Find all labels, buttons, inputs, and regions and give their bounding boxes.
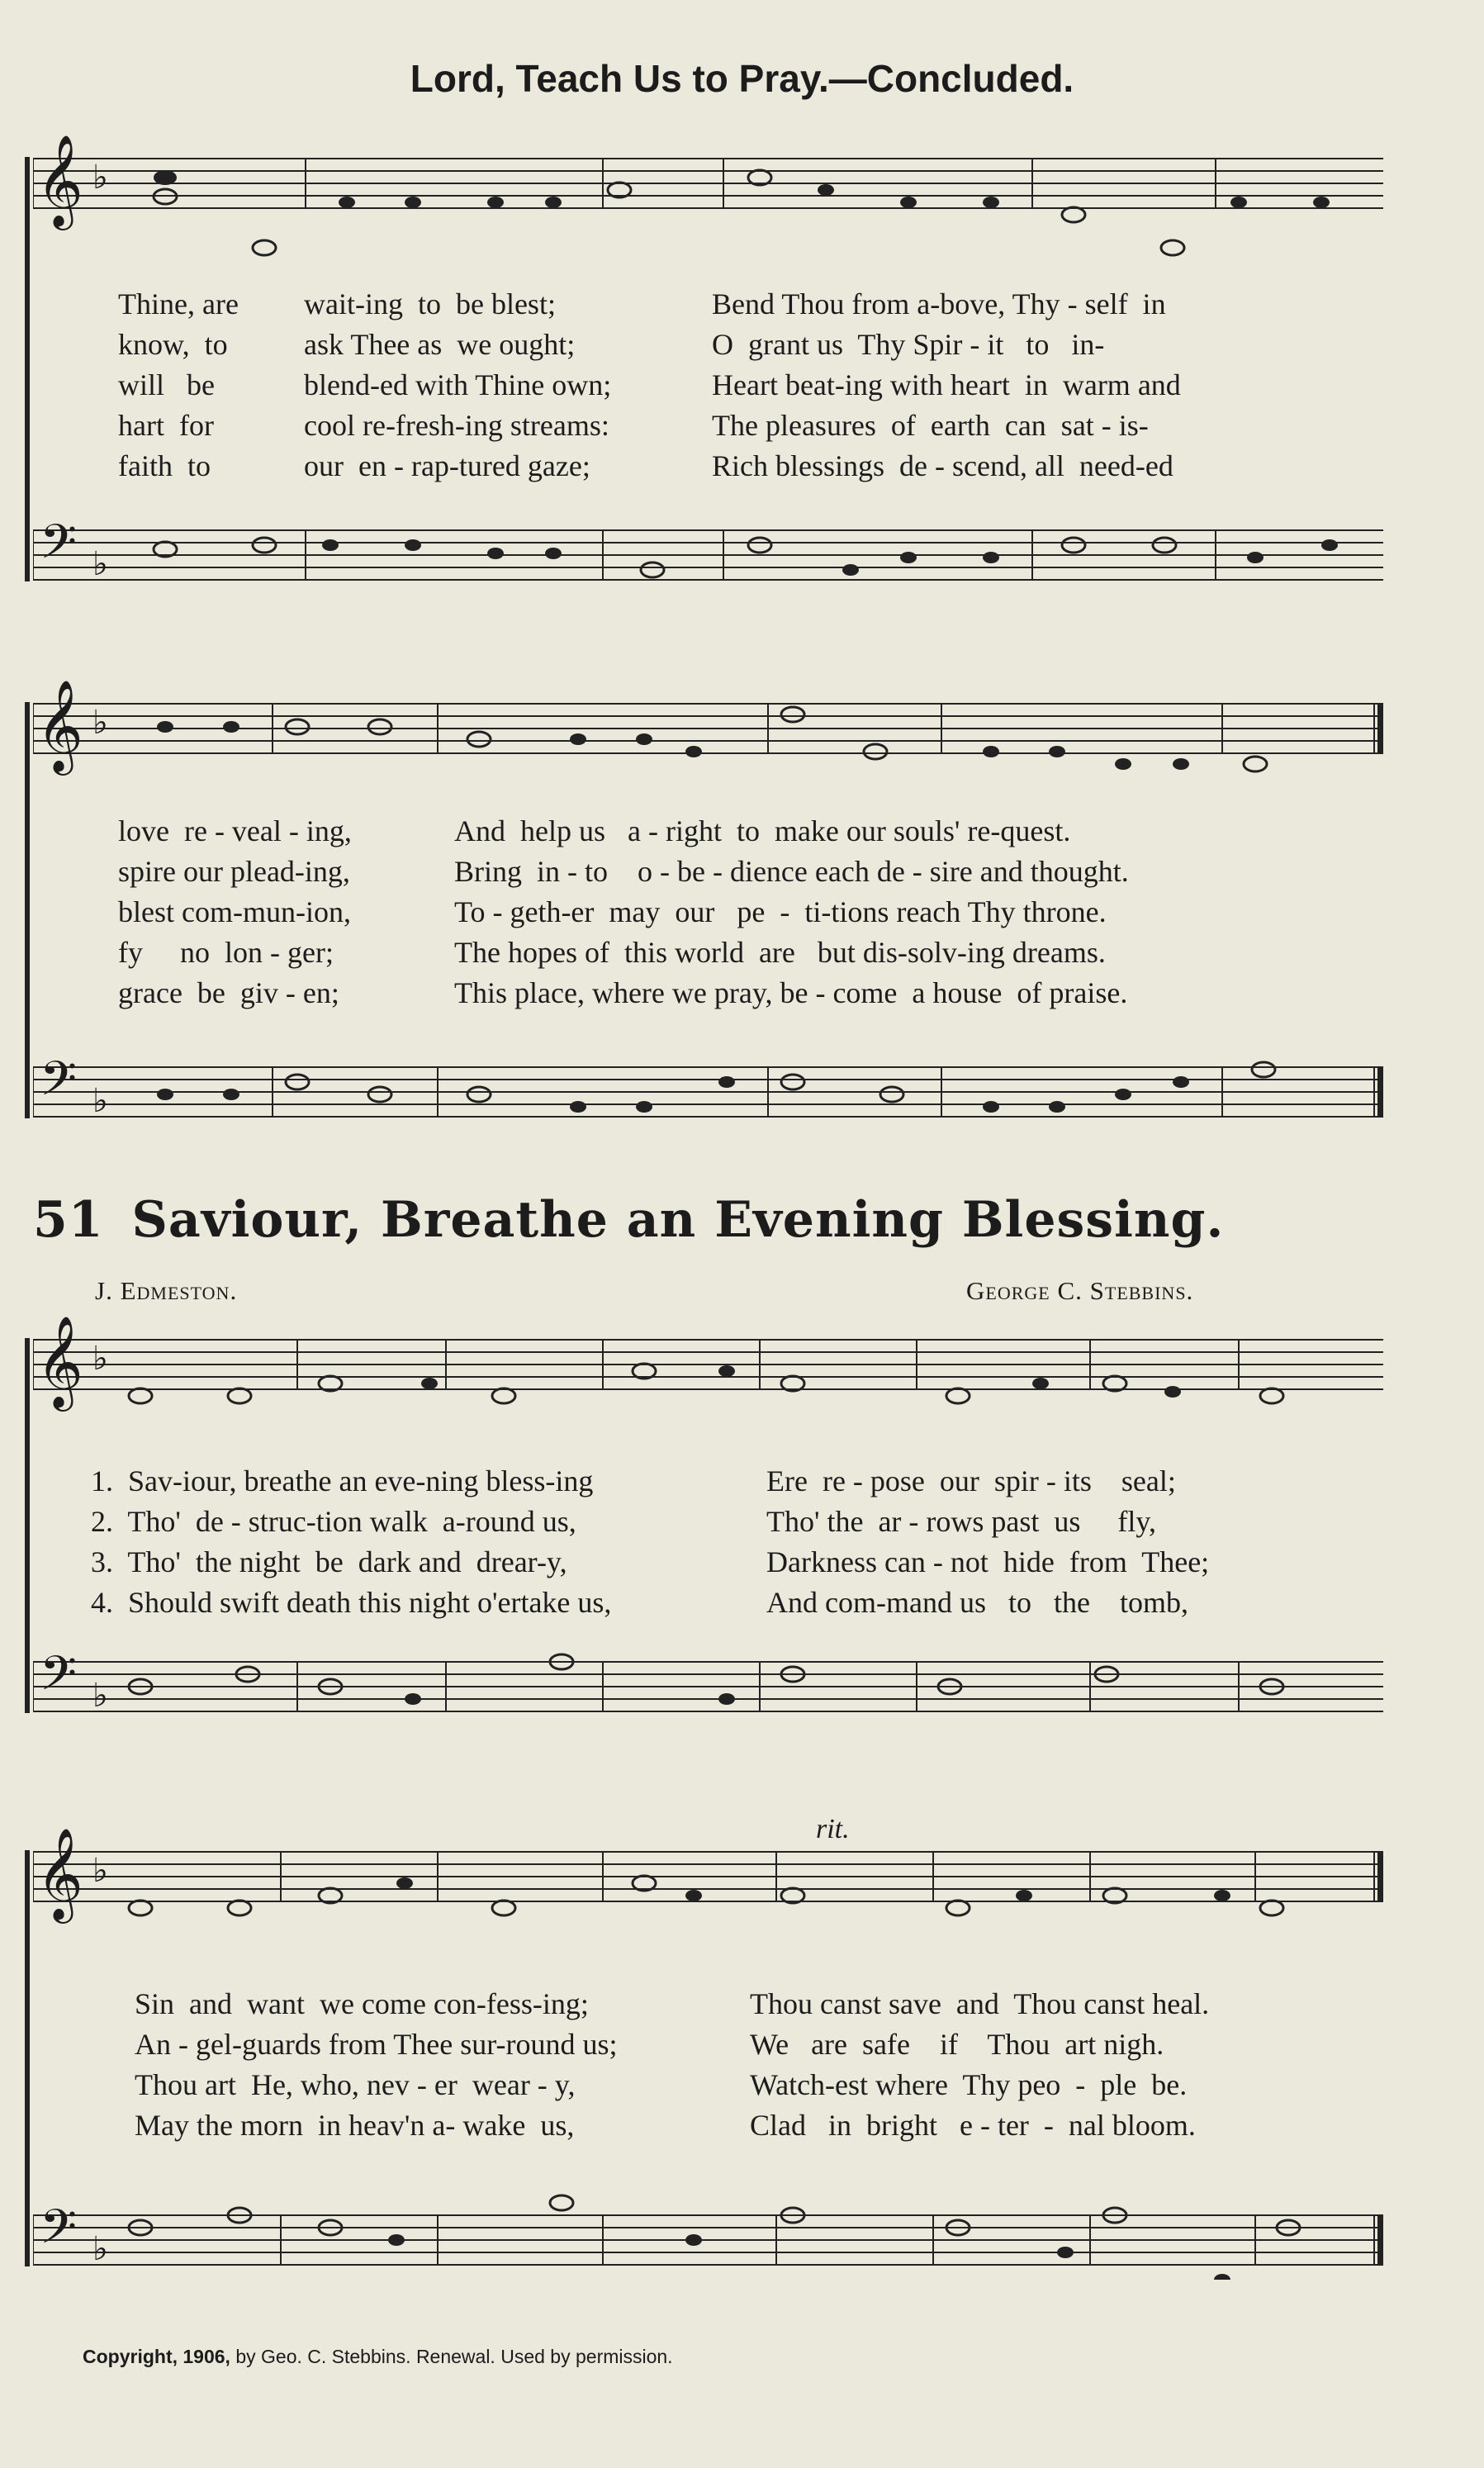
copyright-notice <box>83 2346 673 2368</box>
lyric-line: spire our plead-ing, <box>118 855 350 888</box>
lyric-line: faith to <box>118 449 211 482</box>
lyric-line: our en - rap-tured gaze; <box>304 449 590 482</box>
treble-clef-icon: 𝄞 <box>36 1827 83 1920</box>
lyric-line: Thou art He, who, nev - er wear - y, <box>135 2068 576 2101</box>
lyric-line: 2. Tho' de - struc-tion walk a-round us, <box>91 1505 576 1538</box>
bass-clef-icon: 𝄢 <box>40 2199 78 2266</box>
flat-icon: ♭ <box>92 1340 108 1378</box>
lyric-line: The pleasures of earth can sat - is- <box>712 409 1149 442</box>
lyric-line: An - gel-guards from Thee sur-round us; <box>135 2028 618 2061</box>
hymn-name: Saviour, Breathe an Evening Blessing. <box>131 1191 1225 1249</box>
tempo-marking: rit. <box>816 1814 850 1844</box>
lyric-line: hart for <box>118 409 214 442</box>
lyric-line: Sin and want we come con-fess-ing; <box>135 1987 589 2020</box>
lyric-line: know, to <box>118 328 228 361</box>
flat-icon: ♭ <box>92 545 108 583</box>
lyric-line: 1. Sav-iour, breathe an eve-ning bless-ing <box>91 1464 594 1497</box>
lyric-line: blest com-mun-ion, <box>118 895 351 928</box>
bass-clef-icon: 𝄢 <box>40 1051 78 1118</box>
lyric-line: Darkness can - not hide from Thee; <box>766 1545 1210 1578</box>
lyric-line: Clad in bright e - ter - nal bloom. <box>750 2109 1196 2142</box>
lyric-line: Rich blessings de - scend, all need-ed <box>712 449 1173 482</box>
hymn-title <box>33 1191 1224 1249</box>
lyric-line: The hopes of this world are but dis-solv-ing dreams. <box>454 936 1106 969</box>
flat-icon: ♭ <box>92 159 108 197</box>
lyric-line: 4. Should swift death this night o'ertake us, <box>91 1586 612 1619</box>
lyric-line: We are safe if Thou art nigh. <box>750 2028 1164 2061</box>
lyric-line: And com-mand us to the tomb, <box>766 1586 1188 1619</box>
lyric-line: O grant us Thy Spir - it to in- <box>712 328 1105 361</box>
page-title: Lord, Teach Us to Pray.—Concluded. <box>410 57 1074 100</box>
lyric-line: Thou canst save and Thou canst heal. <box>750 1987 1210 2020</box>
lyric-line: wait-ing to be blest; <box>304 287 556 320</box>
lyric-line: Heart beat-ing with heart in warm and <box>712 368 1181 401</box>
lyric-line: fy no lon - ger; <box>118 936 334 969</box>
lyric-line: Watch-est where Thy peo - ple be. <box>750 2068 1188 2101</box>
lyric-line: ask Thee as we ought; <box>304 328 576 361</box>
lyric-line: Thine, are <box>118 287 239 320</box>
lyric-line: will be <box>118 368 215 401</box>
lyric-line: love re - veal - ing, <box>118 814 352 847</box>
author-credit: J. Edmeston. <box>95 1276 238 1305</box>
copyright-label: Copyright, 1906, <box>83 2346 230 2367</box>
composer-credit: George C. Stebbins. <box>966 1276 1194 1305</box>
treble-clef-icon: 𝄞 <box>36 679 83 771</box>
flat-icon: ♭ <box>92 1677 108 1715</box>
hymn-number: 51 <box>33 1191 104 1249</box>
flat-icon: ♭ <box>92 1852 108 1890</box>
treble-clef-icon: 𝄞 <box>36 134 83 226</box>
flat-icon: ♭ <box>92 2230 108 2268</box>
lyric-line: And help us a - right to make our souls' re-quest. <box>454 814 1071 847</box>
lyric-line: cool re-fresh-ing streams: <box>304 409 609 442</box>
lyric-line: Tho' the ar - rows past us fly, <box>766 1505 1157 1538</box>
lyric-line: Ere re - pose our spir - its seal; <box>766 1464 1176 1497</box>
copyright-text: by Geo. C. Stebbins. Renewal. Used by permission. <box>235 2346 673 2367</box>
lyric-line: Bend Thou from a-bove, Thy - self in <box>712 287 1166 320</box>
lyric-line: To - geth-er may our pe - ti-tions reach Thy throne. <box>454 895 1107 928</box>
treble-clef-icon: 𝄞 <box>36 1315 83 1407</box>
bass-clef-icon: 𝄢 <box>40 1645 78 1713</box>
lyric-line: 3. Tho' the night be dark and drear-y, <box>91 1545 567 1578</box>
lyric-line: blend-ed with Thine own; <box>304 368 612 401</box>
flat-icon: ♭ <box>92 1082 108 1120</box>
notes-system-2 <box>0 644 1484 1140</box>
lyric-line: grace be giv - en; <box>118 976 339 1009</box>
lyric-line: This place, where we pray, be - come a house of praise. <box>454 976 1128 1009</box>
lyric-line: May the morn in heav'n a- wake us, <box>135 2109 575 2142</box>
lyric-line: Bring in - to o - be - dience each de - sire and thought. <box>454 855 1129 888</box>
flat-icon: ♭ <box>92 704 108 742</box>
bass-clef-icon: 𝄢 <box>40 514 78 581</box>
